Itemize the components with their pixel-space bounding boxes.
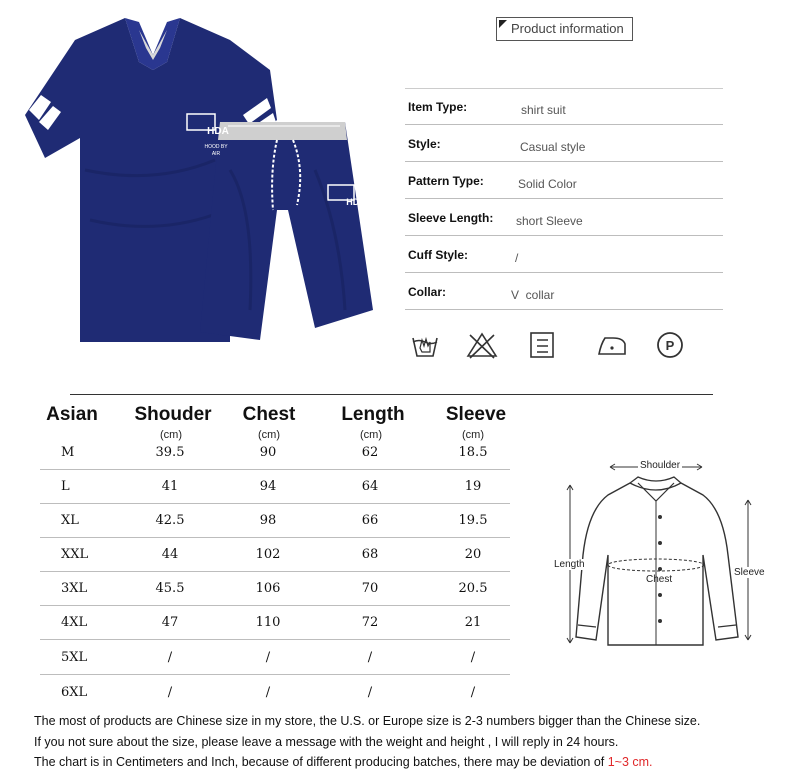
- size-cell: 4XL: [61, 615, 88, 630]
- diagram-length-label: Length: [554, 559, 585, 570]
- note-deviation: [34, 755, 653, 769]
- table-row: [40, 641, 510, 675]
- info-row-pattern-type: [405, 162, 723, 199]
- info-value: Solid Color: [518, 177, 577, 191]
- sleeve-cell: 21: [464, 615, 482, 630]
- chest-cell: 102: [255, 547, 281, 562]
- chest-cell: 90: [259, 445, 277, 460]
- table-row: [40, 676, 510, 710]
- table-row: [40, 538, 510, 572]
- sleeve-cell: 20: [464, 547, 482, 562]
- length-cell: /: [367, 650, 373, 665]
- table-row: [40, 606, 510, 640]
- size-cell: 5XL: [61, 650, 88, 665]
- info-key: Item Type:: [408, 100, 468, 114]
- shirt-subtext: HOOD BY AIR: [204, 144, 228, 157]
- length-cell: 70: [361, 581, 379, 596]
- table-row: [40, 504, 510, 538]
- hand-wash-icon: [410, 330, 440, 360]
- sleeve-cell: 19.5: [458, 513, 488, 528]
- size-cell: XL: [61, 513, 79, 528]
- shoulder-cell: /: [167, 650, 173, 665]
- info-row-collar: [405, 273, 723, 310]
- care-icons: [405, 330, 723, 370]
- no-bleach-icon: [465, 330, 499, 360]
- length-cell: /: [367, 685, 373, 700]
- line-dry-icon: [528, 330, 556, 360]
- info-key: Pattern Type:: [408, 174, 484, 188]
- shoulder-cell: 39.5: [155, 445, 185, 460]
- size-cell: XXL: [61, 547, 89, 562]
- measurement-diagram: [548, 455, 773, 655]
- chest-cell: 98: [259, 513, 277, 528]
- shoulder-cell: 41: [161, 479, 179, 494]
- length-cell: 72: [361, 615, 379, 630]
- diagram-shoulder-label: Shoulder: [640, 460, 681, 471]
- unit-label: (cm): [462, 429, 484, 441]
- sleeve-cell: 20.5: [458, 581, 488, 596]
- header-chest: Chest: [242, 404, 296, 425]
- info-row-style: [405, 125, 723, 162]
- length-cell: 64: [361, 479, 379, 494]
- note-deviation-text: The chart is in Centimeters and Inch, because of different producing batches, there may be deviation of: [34, 755, 608, 769]
- unit-label: (cm): [360, 429, 382, 441]
- info-value: short Sleeve: [516, 214, 583, 228]
- header-asian: Asian: [46, 404, 98, 425]
- chest-cell: 110: [255, 615, 281, 630]
- product-photo: [15, 10, 390, 350]
- section-divider: [70, 394, 713, 395]
- header-sleeve: Sleeve: [445, 404, 507, 425]
- info-key: Collar:: [408, 285, 447, 299]
- size-cell: L: [61, 479, 70, 494]
- length-cell: 66: [361, 513, 379, 528]
- dry-clean-p-icon: [655, 330, 685, 360]
- shoulder-cell: 44: [161, 547, 179, 562]
- info-row-sleeve-length: [405, 199, 723, 236]
- info-value: Casual style: [520, 140, 586, 154]
- shoulder-cell: /: [167, 685, 173, 700]
- chest-cell: /: [265, 685, 271, 700]
- diagram-sleeve-label: Sleeve: [734, 567, 765, 578]
- diagram-chest-label: Chest: [646, 574, 673, 585]
- low-iron-icon: [595, 330, 629, 360]
- chest-cell: 94: [259, 479, 277, 494]
- info-key: Cuff Style:: [408, 248, 468, 262]
- note-contact: If you not sure about the size, please leave a message with the weight and height , I will reply in 24 hours.: [34, 735, 619, 749]
- size-cell: 6XL: [61, 685, 88, 700]
- size-cell: M: [61, 445, 75, 460]
- note-size-difference: The most of products are Chinese size in my store, the U.S. or Europe size is 2-3 numbers bigger than the Chinese size.: [34, 714, 701, 728]
- length-cell: 62: [361, 445, 379, 460]
- chest-cell: /: [265, 650, 271, 665]
- chest-cell: 106: [255, 581, 281, 596]
- info-value: shirt suit: [521, 103, 566, 117]
- info-row-cuff-style: [405, 236, 723, 273]
- info-row-item-type: [405, 88, 723, 125]
- product-info-title: Product information: [496, 17, 633, 41]
- svg-text:P: P: [665, 338, 675, 353]
- header-length: Length: [341, 404, 405, 425]
- unit-label: (cm): [258, 429, 280, 441]
- info-value: /: [515, 251, 519, 265]
- sleeve-cell: /: [470, 650, 476, 665]
- table-row: [40, 572, 510, 606]
- size-cell: 3XL: [61, 581, 88, 596]
- shoulder-cell: 45.5: [155, 581, 185, 596]
- corner-marker-icon: [499, 20, 507, 28]
- note-deviation-range: 1~3 cm.: [607, 755, 653, 769]
- table-row: [40, 436, 510, 470]
- sleeve-cell: 19: [464, 479, 482, 494]
- info-key: Style:: [408, 137, 441, 151]
- shoulder-cell: 47: [161, 615, 179, 630]
- sleeve-cell: /: [470, 685, 476, 700]
- table-row: [40, 470, 510, 504]
- unit-label: (cm): [160, 429, 182, 441]
- info-value: V collar: [511, 288, 555, 302]
- length-cell: 68: [361, 547, 379, 562]
- info-key: Sleeve Length:: [408, 211, 494, 225]
- shorts-logo: HDA: [346, 197, 366, 207]
- sleeve-cell: 18.5: [458, 445, 488, 460]
- header-shoulder: Shouder: [134, 404, 212, 425]
- shoulder-cell: 42.5: [155, 513, 185, 528]
- shirt-logo: HDA: [207, 126, 229, 137]
